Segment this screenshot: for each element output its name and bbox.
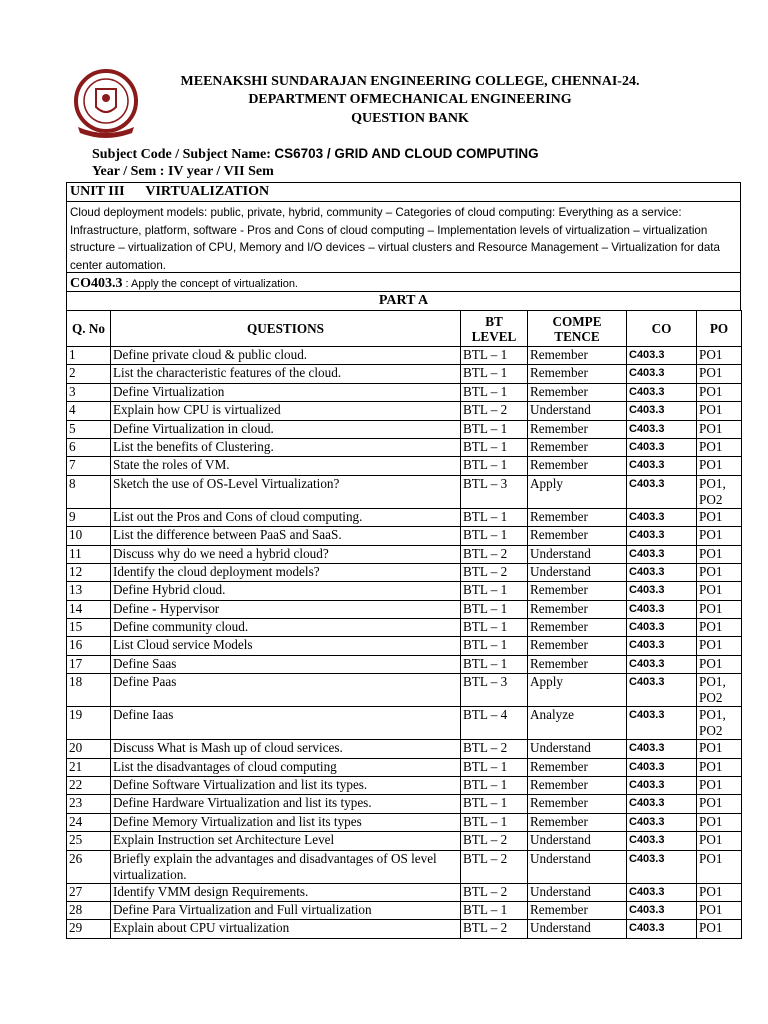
bt-level: BTL – 2 (461, 920, 528, 938)
po-code: PO1 (697, 883, 742, 901)
bt-level: BTL – 2 (461, 402, 528, 420)
competence: Remember (528, 508, 627, 526)
table-header-row (67, 311, 742, 347)
question-text: Define Virtualization (111, 383, 461, 401)
competence: Remember (528, 619, 627, 637)
table-row (67, 508, 742, 526)
table-row (67, 655, 742, 673)
co-code: C403.3 (627, 383, 697, 401)
competence: Remember (528, 582, 627, 600)
co-code: C403.3 (627, 600, 697, 618)
po-code: PO1 (697, 347, 742, 365)
bt-level: BTL – 1 (461, 637, 528, 655)
question-number: 19 (67, 707, 111, 740)
question-text: Explain about CPU virtualization (111, 920, 461, 938)
bt-level: BTL – 2 (461, 740, 528, 758)
question-number: 6 (67, 438, 111, 456)
bt-level: BTL – 1 (461, 457, 528, 475)
competence: Remember (528, 758, 627, 776)
question-number: 21 (67, 758, 111, 776)
question-number: 29 (67, 920, 111, 938)
bt-level: BTL – 4 (461, 707, 528, 740)
competence: Understand (528, 920, 627, 938)
po-code: PO1 (697, 420, 742, 438)
co-code: C403.3 (627, 402, 697, 420)
competence: Remember (528, 655, 627, 673)
unit-title: VIRTUALIZATION (145, 184, 270, 199)
table-row (67, 563, 742, 581)
question-number: 27 (67, 883, 111, 901)
bt-level: BTL – 1 (461, 777, 528, 795)
competence: Remember (528, 777, 627, 795)
co-code: C403.3 (627, 527, 697, 545)
question-text: Sketch the use of OS-Level Virtualization? (111, 475, 461, 508)
co-code: C403.3 (627, 347, 697, 365)
co-code: C403.3 (627, 883, 697, 901)
competence: Understand (528, 883, 627, 901)
table-row (67, 758, 742, 776)
po-code: PO1 (697, 619, 742, 637)
question-number: 13 (67, 582, 111, 600)
question-number: 4 (67, 402, 111, 420)
co-code: C403.3 (627, 365, 697, 383)
po-code: PO1 (697, 582, 742, 600)
bt-level: BTL – 2 (461, 545, 528, 563)
question-text: List Cloud service Models (111, 637, 461, 655)
co-code: C403.3 (627, 795, 697, 813)
part-heading: PART A (66, 291, 741, 311)
co-code: C403.3 (627, 901, 697, 919)
po-code: PO1 (697, 457, 742, 475)
question-number: 8 (67, 475, 111, 508)
bt-level: BTL – 2 (461, 883, 528, 901)
table-row (67, 600, 742, 618)
bt-level: BTL – 1 (461, 438, 528, 456)
table-row (67, 674, 742, 707)
question-number: 9 (67, 508, 111, 526)
po-code: PO1 (697, 545, 742, 563)
table-row (67, 383, 742, 401)
bt-level: BTL – 3 (461, 475, 528, 508)
table-row (67, 582, 742, 600)
question-table (66, 310, 742, 939)
competence: Remember (528, 600, 627, 618)
question-text: List the characteristic features of the cloud. (111, 365, 461, 383)
table-row (67, 707, 742, 740)
table-row (67, 619, 742, 637)
table-row (67, 545, 742, 563)
table-row (67, 883, 742, 901)
bt-level: BTL – 1 (461, 795, 528, 813)
table-row (67, 740, 742, 758)
col-po: PO (697, 311, 742, 347)
question-number: 10 (67, 527, 111, 545)
unit-number: UNIT III (70, 184, 125, 199)
col-bt-level: BT LEVEL (461, 311, 528, 347)
co-code: C403.3 (627, 637, 697, 655)
bt-level: BTL – 1 (461, 600, 528, 618)
question-text: Define Memory Virtualization and list its types (111, 813, 461, 831)
co-code: C403.3 (627, 813, 697, 831)
bt-level: BTL – 1 (461, 365, 528, 383)
co-code: C403.3 (627, 920, 697, 938)
question-text: Define Para Virtualization and Full virtualization (111, 901, 461, 919)
subject-label: Subject Code / Subject Name: (92, 147, 271, 162)
question-text: State the roles of VM. (111, 457, 461, 475)
competence: Remember (528, 901, 627, 919)
question-number: 1 (67, 347, 111, 365)
table-row (67, 777, 742, 795)
po-code: PO1, PO2 (697, 674, 742, 707)
co-code: C403.3 (627, 420, 697, 438)
competence: Understand (528, 740, 627, 758)
po-code: PO1 (697, 402, 742, 420)
table-row (67, 457, 742, 475)
question-text: Explain how CPU is virtualized (111, 402, 461, 420)
co-code: C403.3 (627, 832, 697, 850)
col-co: CO (627, 311, 697, 347)
question-text: Discuss why do we need a hybrid cloud? (111, 545, 461, 563)
competence: Analyze (528, 707, 627, 740)
question-number: 3 (67, 383, 111, 401)
unit-title-row (66, 182, 741, 202)
question-number: 16 (67, 637, 111, 655)
question-text: Define Saas (111, 655, 461, 673)
co-code: C403.3 (627, 457, 697, 475)
document-type: QUESTION BANK (351, 111, 469, 126)
table-row (67, 795, 742, 813)
competence: Remember (528, 383, 627, 401)
competence: Remember (528, 438, 627, 456)
subject-value: CS6703 / GRID AND CLOUD COMPUTING (274, 146, 539, 161)
po-code: PO1 (697, 527, 742, 545)
table-row (67, 365, 742, 383)
co-code: C403.3 (627, 475, 697, 508)
po-code: PO1 (697, 383, 742, 401)
question-text: Define Software Virtualization and list its types. (111, 777, 461, 795)
co-code: C403.3 (627, 758, 697, 776)
bt-level: BTL – 2 (461, 832, 528, 850)
question-number: 12 (67, 563, 111, 581)
po-code: PO1 (697, 438, 742, 456)
question-number: 25 (67, 832, 111, 850)
table-row (67, 527, 742, 545)
question-number: 26 (67, 850, 111, 883)
table-row (67, 438, 742, 456)
bt-level: BTL – 1 (461, 813, 528, 831)
question-text: Identify VMM design Requirements. (111, 883, 461, 901)
po-code: PO1 (697, 920, 742, 938)
table-row (67, 832, 742, 850)
bt-level: BTL – 1 (461, 420, 528, 438)
po-code: PO1 (697, 832, 742, 850)
question-text: Define Iaas (111, 707, 461, 740)
bt-level: BTL – 2 (461, 563, 528, 581)
subject-line (92, 146, 539, 163)
col-questions: QUESTIONS (111, 311, 461, 347)
question-number: 11 (67, 545, 111, 563)
competence: Remember (528, 813, 627, 831)
po-code: PO1 (697, 777, 742, 795)
bt-level: BTL – 2 (461, 850, 528, 883)
question-number: 18 (67, 674, 111, 707)
bt-level: BTL – 1 (461, 582, 528, 600)
po-code: PO1 (697, 637, 742, 655)
po-code: PO1 (697, 850, 742, 883)
question-text: List the benefits of Clustering. (111, 438, 461, 456)
table-row (67, 901, 742, 919)
question-text: Define community cloud. (111, 619, 461, 637)
bt-level: BTL – 1 (461, 383, 528, 401)
co-code: C403.3 (627, 508, 697, 526)
question-text: List out the Pros and Cons of cloud computing. (111, 508, 461, 526)
table-row (67, 402, 742, 420)
co-code: C403.3 (627, 582, 697, 600)
po-code: PO1 (697, 740, 742, 758)
co-code: C403.3 (627, 777, 697, 795)
table-row (67, 347, 742, 365)
po-code: PO1 (697, 813, 742, 831)
question-number: 5 (67, 420, 111, 438)
co-code: C403.3 (627, 619, 697, 637)
bt-level: BTL – 3 (461, 674, 528, 707)
college-logo (66, 67, 146, 139)
col-competence: COMPE TENCE (528, 311, 627, 347)
question-text: Define Paas (111, 674, 461, 707)
question-number: 22 (67, 777, 111, 795)
department-name: DEPARTMENT OFMECHANICAL ENGINEERING (248, 92, 572, 107)
competence: Understand (528, 832, 627, 850)
competence: Remember (528, 365, 627, 383)
competence: Remember (528, 795, 627, 813)
po-code: PO1 (697, 655, 742, 673)
co-code: C403.3 (627, 850, 697, 883)
table-row (67, 475, 742, 508)
competence: Understand (528, 545, 627, 563)
question-number: 7 (67, 457, 111, 475)
co-code: C403.3 (627, 655, 697, 673)
bt-level: BTL – 1 (461, 655, 528, 673)
course-outcome-row (66, 272, 741, 292)
co-code: C403.3 (627, 740, 697, 758)
question-text: Identify the cloud deployment models? (111, 563, 461, 581)
year-sem: Year / Sem : IV year / VII Sem (92, 164, 274, 179)
po-code: PO1 (697, 758, 742, 776)
po-code: PO1 (697, 901, 742, 919)
competence: Remember (528, 457, 627, 475)
po-code: PO1, PO2 (697, 707, 742, 740)
unit-syllabus: Cloud deployment models: public, private, hybrid, community – Categories of cloud computing: Everything as a service: Infrastructure, platform, software - Pros and Cons of cloud computing – Implementation levels of virtualization – virtualization structure – virtualization of CPU, Memory and I/O devices – virtual clusters and Resource Management – Virtualization for data center automation. (66, 201, 741, 273)
bt-level: BTL – 1 (461, 508, 528, 526)
question-number: 2 (67, 365, 111, 383)
bt-level: BTL – 1 (461, 527, 528, 545)
competence: Understand (528, 563, 627, 581)
question-text: Define Hardware Virtualization and list its types. (111, 795, 461, 813)
table-row (67, 420, 742, 438)
table-row (67, 813, 742, 831)
bt-level: BTL – 1 (461, 347, 528, 365)
bt-level: BTL – 1 (461, 901, 528, 919)
question-number: 17 (67, 655, 111, 673)
co-code: CO403.3 (70, 276, 123, 291)
question-number: 15 (67, 619, 111, 637)
competence: Understand (528, 402, 627, 420)
table-row (67, 850, 742, 883)
competence: Remember (528, 420, 627, 438)
question-number: 20 (67, 740, 111, 758)
question-text: Define Hybrid cloud. (111, 582, 461, 600)
question-text: Define private cloud & public cloud. (111, 347, 461, 365)
question-number: 24 (67, 813, 111, 831)
po-code: PO1 (697, 508, 742, 526)
question-number: 14 (67, 600, 111, 618)
po-code: PO1 (697, 795, 742, 813)
col-qno: Q. No (67, 311, 111, 347)
question-text: Explain Instruction set Architecture Level (111, 832, 461, 850)
co-code: C403.3 (627, 438, 697, 456)
competence: Understand (528, 850, 627, 883)
competence: Remember (528, 527, 627, 545)
bt-level: BTL – 1 (461, 619, 528, 637)
question-number: 23 (67, 795, 111, 813)
question-text: Briefly explain the advantages and disadvantages of OS level virtualization. (111, 850, 461, 883)
question-text: Define - Hypervisor (111, 600, 461, 618)
question-text: List the disadvantages of cloud computing (111, 758, 461, 776)
co-code: C403.3 (627, 707, 697, 740)
competence: Apply (528, 674, 627, 707)
question-number: 28 (67, 901, 111, 919)
college-name: MEENAKSHI SUNDARAJAN ENGINEERING COLLEGE, CHENNAI-24. (180, 74, 640, 89)
po-code: PO1, PO2 (697, 475, 742, 508)
table-row (67, 920, 742, 938)
question-text: List the difference between PaaS and SaaS. (111, 527, 461, 545)
co-text: : Apply the concept of virtualization. (122, 278, 298, 290)
co-code: C403.3 (627, 545, 697, 563)
question-text: Discuss What is Mash up of cloud services. (111, 740, 461, 758)
co-code: C403.3 (627, 563, 697, 581)
competence: Apply (528, 475, 627, 508)
bt-level: BTL – 1 (461, 758, 528, 776)
po-code: PO1 (697, 563, 742, 581)
co-code: C403.3 (627, 674, 697, 707)
competence: Remember (528, 347, 627, 365)
po-code: PO1 (697, 365, 742, 383)
po-code: PO1 (697, 600, 742, 618)
table-row (67, 637, 742, 655)
competence: Remember (528, 637, 627, 655)
question-text: Define Virtualization in cloud. (111, 420, 461, 438)
